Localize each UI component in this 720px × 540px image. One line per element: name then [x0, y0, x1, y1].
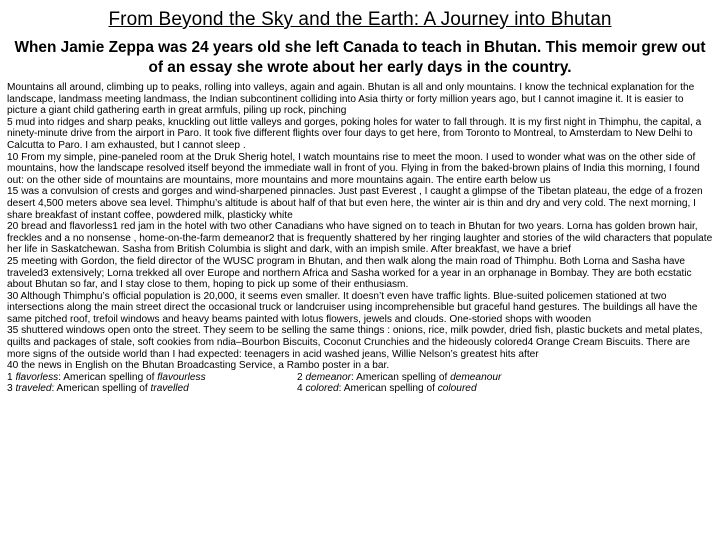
- footnote-row: [7, 383, 713, 395]
- paragraph: 35 shuttered windows open onto the street. They seem to be selling the same things : onions, rice, milk powder, dried fish, plastic buckets and metal plates, quilts and packages of stale, soft cookies from ndia–Bourbon Biscuits, Coconut Crunchies and the hideously colored4 Orange Cream Biscuits. There are more signs of the outside world than I had expected: teenagers in acid washed jeans, Willie Nelson’s greatest hits after: [7, 325, 703, 360]
- paragraph: 20 bread and flavorless1 red jam in the hotel with two other Canadians who have signed on to teach in Bhutan for two years. Lorna has golden brown hair, freckles and a no nonsense , home-on-the-farm demeanor2 that is frequently shattered by her ringing laughter and stories of the wild characters that populate her life in Saskatchewan. Sasha from British Columbia is slight and dark, with an impish smile. After breakfast, we have a brief: [7, 221, 713, 256]
- document-subtitle: When Jamie Zeppa was 24 years old she left Canada to teach in Bhutan. This memoir grew out of an essay she wrote about her early days in the country.: [14, 39, 706, 76]
- footnote: 1 flavorless: American spelling of flavourless: [7, 371, 206, 383]
- paragraph: 5 mud into ridges and sharp peaks, knuckling out little valleys and gorges, poking holes for water to fall through. It is my first night in Thimphu, the capital, a ninety-minute drive from the airport in Paro. It took five different flights over four days to get here, from Toronto to Montreal, to Amsterdam to New Delhi to Calcutta to Paro. I am exhausted, but I cannot sleep .: [7, 116, 702, 151]
- paragraph: 40 the news in English on the Bhutan Broadcasting Service, a Rambo poster in a bar.: [7, 360, 390, 372]
- paragraph: 15 was a convulsion of crests and gorges and wind-sharpened pinnacles. Just past Everest , I caught a glimpse of the Tibetan plateau, the edge of a frozen desert 4,500 meters above sea level. Thimphu’s altitude is about half of that but even here, the winter air is thin and dry and very cold. The next morning, I share breakfast of instant coffee, powdered milk, plasticky white: [7, 186, 703, 221]
- document-body: [7, 82, 713, 395]
- footnote: 3 traveled: American spelling of travelled: [7, 383, 189, 395]
- paragraph: Mountains all around, climbing up to peaks, rolling into valleys, again and again. Bhutan is all and only mountains. I know the technical explanation for the landscape, landmass meeting landmass, the Indian subcontinent colliding into Asia thirty or forty million years ago, but I cannot imagine it. It is easier to picture a giant child gathering earth in great armfuls, piling up rock, pinching: [7, 82, 695, 117]
- paragraph: 25 meeting with Gordon, the field director of the WUSC program in Bhutan, and then walk along the main road of Thimphu. Both Lorna and Sasha have traveled3 extensively; Lorna trekked all over Europe and northern Africa and Sasha worked for a year in an orphanage in Bombay. They are both ecstatic about Bhutan so far, and I stay close to them, hoping to pick up some of their enthusiasm.: [7, 255, 692, 291]
- paragraph: 30 Although Thimphu’s official population is 20,000, it seems even smaller. It doesn’t even have traffic lights. Blue-suited policemen stationed at two intersections along the main street direct the occasional truck or landcruiser using incomprehensible but graceful hand gestures. The buildings all have the same pitched roof, trefoil windows and heavy beams painted with lotus flowers, jewels and clouds. One-storied shops with wooden: [7, 290, 698, 325]
- paragraph: 10 From my simple, pine-paneled room at the Druk Sherig hotel, I watch mountains rise to meet the moon. I used to wonder what was on the other side of mountains, how the landscape resolved itself beyond the immediate wall in front of you. Flying in from the baked-brown plains of India this morning, I found out: on the other side of mountains are mountains, more mountains and more mountains again. The entire earth below us: [7, 151, 700, 186]
- document-title: From Beyond the Sky and the Earth: A Journey into Bhutan: [108, 9, 612, 30]
- footnote: 2 demeanor: American spelling of demeanour: [297, 371, 502, 383]
- footnote: 4 colored: American spelling of coloured: [297, 383, 477, 395]
- footnote-row: [7, 372, 713, 384]
